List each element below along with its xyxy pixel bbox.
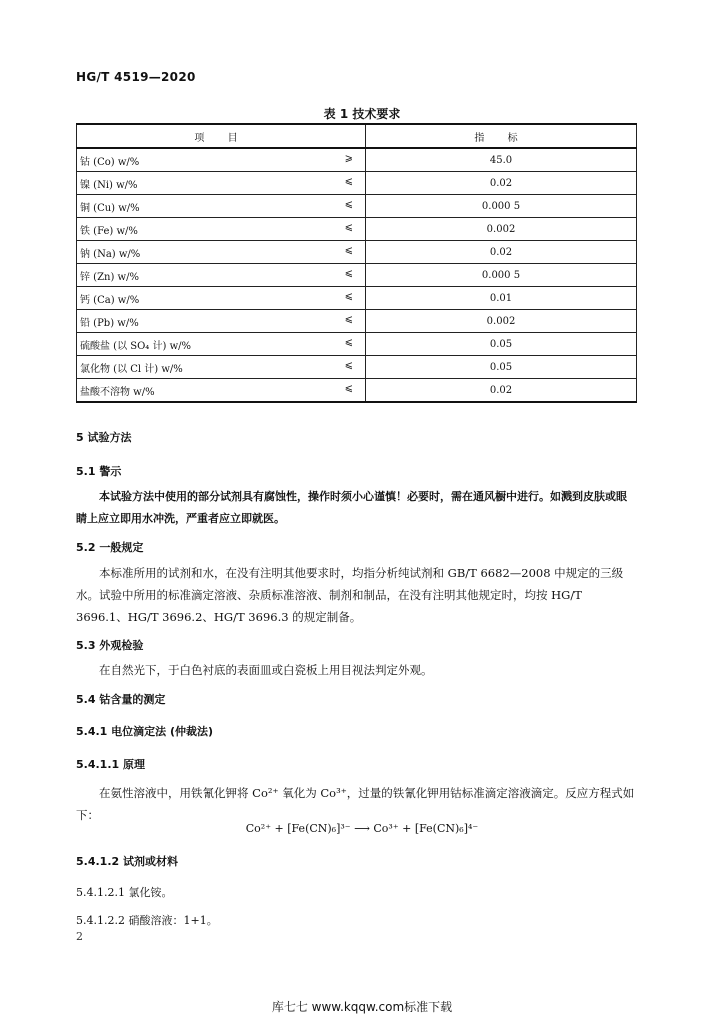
page-number: 2 xyxy=(76,930,83,943)
section-5-4-1-heading: 5.4.1 电位滴定法 (仲裁法) xyxy=(76,725,214,738)
row-item-label: 盐酸不溶物 w/% xyxy=(80,386,155,398)
table-row xyxy=(77,195,637,218)
table-row xyxy=(77,287,637,310)
row-value-cell: 0.01 xyxy=(366,287,637,310)
row-relation-symbol: ⩽ xyxy=(344,267,353,279)
row-relation-symbol: ⩾ xyxy=(344,152,353,164)
row-item-label: 锌 (Zn) w/% xyxy=(80,271,139,283)
row-relation-symbol: ⩽ xyxy=(344,244,353,256)
section-5-4-1-2-heading: 5.4.1.2 试剂或材料 xyxy=(76,855,178,868)
technical-requirements-table xyxy=(76,123,637,403)
footer-watermark[interactable]: 库七七 www.kqqw.com标准下载 xyxy=(271,1000,453,1014)
row-item-cell xyxy=(77,379,366,403)
row-item-label: 钴 (Co) w/% xyxy=(80,156,140,168)
table-row xyxy=(77,356,637,379)
col-item-header: 项 目 xyxy=(77,124,366,148)
row-value-cell: 0.000 5 xyxy=(366,195,637,218)
table-row xyxy=(77,172,637,195)
row-item-cell xyxy=(77,241,366,264)
row-relation-symbol: ⩽ xyxy=(344,198,353,210)
row-relation-symbol: ⩽ xyxy=(344,290,353,302)
row-item-label: 钠 (Na) w/% xyxy=(80,248,141,260)
row-item-cell xyxy=(77,356,366,379)
section-5-2-heading: 5.2 一般规定 xyxy=(76,541,144,554)
table-title: 表 1 技术要求 xyxy=(323,107,401,121)
section-5-heading: 5 试验方法 xyxy=(76,431,132,444)
section-5-4-1-1-heading: 5.4.1.1 原理 xyxy=(76,758,145,771)
row-item-label: 钙 (Ca) w/% xyxy=(80,294,140,306)
row-value-cell: 0.02 xyxy=(366,379,637,403)
row-item-cell xyxy=(77,148,366,172)
section-5-2-text: 本标准所用的试剂和水，在没有注明其他要求时，均指分析纯试剂和 GB/T 6682—2008 中规定的三级水。试验中所用的标准滴定溶液、杂质标准溶液、制剂和制品，在没有注明其他规定时，均按 HG/T 3696.1、HG/T 3696.2、HG/T 3696.3 的规定制备。 xyxy=(76,566,624,624)
section-5-4-1-2-2: 5.4.1.2.2 硝酸溶液：1+1。 xyxy=(76,914,218,927)
row-item-cell xyxy=(77,287,366,310)
row-item-cell xyxy=(77,172,366,195)
row-relation-symbol: ⩽ xyxy=(344,336,353,348)
section-5-4-1-2-1: 5.4.1.2.1 氯化铵。 xyxy=(76,886,173,899)
table-row xyxy=(77,148,637,172)
row-value-cell: 0.02 xyxy=(366,241,637,264)
row-relation-symbol: ⩽ xyxy=(344,175,353,187)
section-5-4-heading: 5.4 钴含量的测定 xyxy=(76,693,166,706)
row-relation-symbol: ⩽ xyxy=(344,221,353,233)
row-relation-symbol: ⩽ xyxy=(344,359,353,371)
row-item-label: 硫酸盐 (以 SO₄ 计) w/% xyxy=(80,340,192,352)
row-value-cell: 45.0 xyxy=(366,148,637,172)
table-row xyxy=(77,310,637,333)
row-value-cell: 0.000 5 xyxy=(366,264,637,287)
table-row xyxy=(77,379,637,403)
row-value-cell: 0.05 xyxy=(366,333,637,356)
section-5-3-text: 在自然光下，于白色衬底的表面皿或白瓷板上用目视法判定外观。 xyxy=(99,663,433,677)
section-5-4-1-1-text: 在氨性溶液中，用铁氰化钾将 Co²⁺ 氧化为 Co³⁺，过量的铁氰化钾用钴标准滴定溶液滴定。反应方程式如下： xyxy=(76,786,635,822)
row-relation-symbol: ⩽ xyxy=(344,313,353,325)
row-item-cell xyxy=(77,218,366,241)
reaction-equation: Co²⁺ + [Fe(CN)₆]³⁻ ⟶ Co³⁺ + [Fe(CN)₆]⁴⁻ xyxy=(245,822,479,835)
row-value-cell: 0.002 xyxy=(366,310,637,333)
row-item-cell xyxy=(77,195,366,218)
table-row xyxy=(77,264,637,287)
row-item-label: 镍 (Ni) w/% xyxy=(80,179,138,191)
col-value-header: 指 标 xyxy=(366,124,637,148)
table-row xyxy=(77,333,637,356)
row-item-cell xyxy=(77,310,366,333)
row-item-label: 氯化物 (以 Cl 计) w/% xyxy=(80,363,183,375)
table-row xyxy=(77,241,637,264)
row-item-cell xyxy=(77,333,366,356)
row-item-label: 铁 (Fe) w/% xyxy=(80,225,138,237)
row-item-label: 铅 (Pb) w/% xyxy=(80,317,139,329)
standard-code: HG/T 4519—2020 xyxy=(76,70,196,84)
row-relation-symbol: ⩽ xyxy=(344,382,353,394)
row-item-label: 铜 (Cu) w/% xyxy=(80,202,140,214)
section-5-1-text: 本试验方法中使用的部分试剂具有腐蚀性，操作时须小心谨慎！必要时，需在通风橱中进行。如溅到皮肤或眼睛上应立即用水冲洗，严重者应立即就医。 xyxy=(76,490,627,525)
table-row xyxy=(77,218,637,241)
section-5-1-heading: 5.1 警示 xyxy=(76,465,122,478)
row-value-cell: 0.002 xyxy=(366,218,637,241)
row-item-cell xyxy=(77,264,366,287)
row-value-cell: 0.02 xyxy=(366,172,637,195)
row-value-cell: 0.05 xyxy=(366,356,637,379)
section-5-3-heading: 5.3 外观检验 xyxy=(76,639,144,652)
